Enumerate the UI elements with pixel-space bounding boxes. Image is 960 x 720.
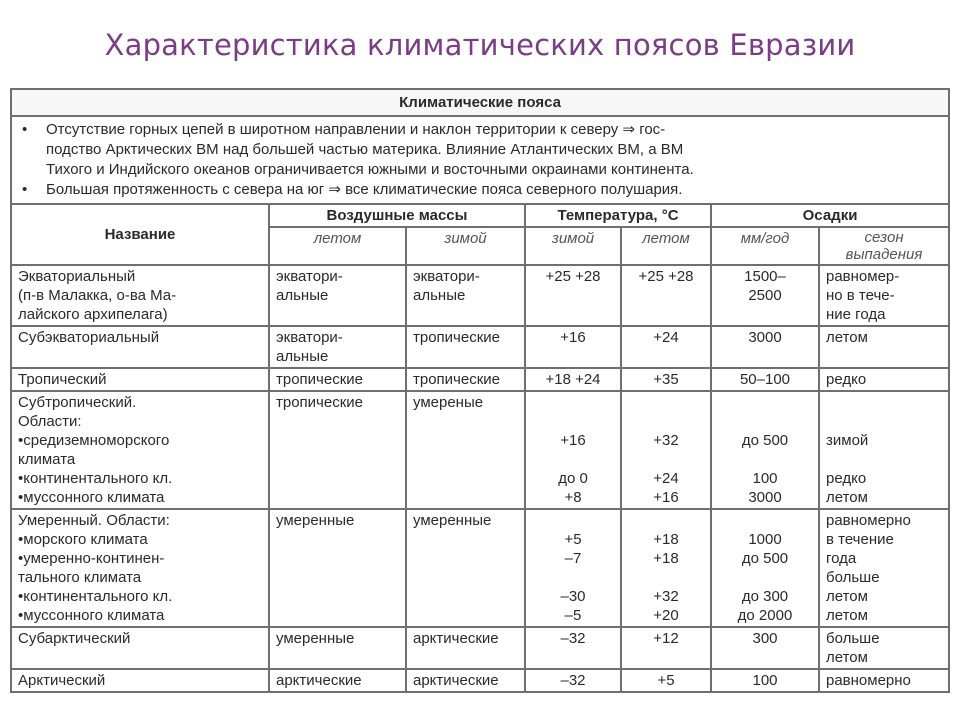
bullet-icon: •	[22, 121, 28, 138]
cell-line: Области:	[18, 413, 82, 430]
cell-line: +20	[653, 607, 679, 624]
cell-name	[11, 627, 269, 669]
cell-line: летом	[826, 489, 868, 506]
cell-name	[11, 669, 269, 692]
cell-line: экватори-	[276, 268, 343, 285]
cell-precip-season	[819, 391, 949, 509]
cell-line: Экваториальный	[18, 268, 136, 285]
cell-line: редко	[826, 470, 867, 487]
blank-line	[826, 393, 942, 412]
table-row	[11, 265, 949, 326]
cell-precip-season	[819, 265, 949, 326]
cell-line: +5	[657, 672, 675, 689]
cell-line: равномер-	[826, 268, 900, 285]
cell-air-summer	[269, 627, 406, 669]
cell-line: умереные	[413, 394, 484, 411]
cell-air-winter	[406, 391, 525, 509]
cell-line: +16	[653, 489, 679, 506]
cell-line: летом	[826, 607, 868, 624]
cell-line: альные	[413, 287, 466, 304]
bullet-item	[18, 587, 262, 606]
bullet-text: морского климата	[23, 531, 148, 548]
cell-line: +18	[653, 550, 679, 567]
bullet-icon: •	[18, 607, 24, 624]
cell-temp-summer	[621, 326, 711, 368]
cell-line: +35	[653, 371, 679, 388]
cell-precip-amount	[711, 669, 819, 692]
cell-line: +24	[653, 329, 679, 346]
cell-line: тропические	[276, 394, 363, 411]
cell-line: но в тече-	[826, 287, 895, 304]
header-precip-amount: мм/год	[711, 227, 819, 265]
blank-line	[718, 393, 812, 412]
cell-air-winter	[406, 326, 525, 368]
bullet-icon: •	[18, 432, 24, 449]
cell-temp-winter	[525, 627, 621, 669]
cell-line: +25 +28	[545, 268, 601, 285]
cell-line: арктические	[413, 630, 499, 647]
cell-line: +8	[564, 489, 582, 506]
cell-line: больше	[826, 569, 880, 586]
cell-line: Арктический	[18, 672, 106, 689]
cell-line: 1500–	[744, 268, 786, 285]
cell-line: в течение	[826, 531, 894, 548]
cell-name	[11, 391, 269, 509]
bullet-icon	[22, 160, 46, 180]
table-row	[11, 627, 949, 669]
blank-line	[532, 393, 614, 412]
cell-line: до 300	[741, 588, 789, 605]
cell-line: +16	[560, 329, 586, 346]
note-line	[22, 160, 938, 180]
note-text: Отсутствие горных цепей в широтном направлении и наклон территории к северу ⇒ гос-	[46, 121, 666, 138]
cell-temp-summer	[621, 265, 711, 326]
cell-line: до 500	[741, 432, 789, 449]
cell-air-winter	[406, 265, 525, 326]
cell-temp-winter	[525, 509, 621, 627]
cell-line: равномерно	[826, 512, 911, 529]
cell-temp-summer	[621, 669, 711, 692]
cell-line: +32	[653, 588, 679, 605]
cell-temp-summer	[621, 368, 711, 391]
cell-line: умеренные	[413, 512, 492, 529]
header-temp-winter: зимой	[525, 227, 621, 265]
blank-line	[628, 412, 704, 431]
cell-line: 50–100	[739, 371, 791, 388]
cell-line: –30	[560, 588, 586, 605]
cell-air-summer	[269, 391, 406, 509]
cell-air-winter	[406, 509, 525, 627]
cell-precip-season	[819, 368, 949, 391]
header-season-line: выпадения	[845, 246, 923, 263]
bullet-icon	[22, 140, 46, 160]
cell-line: –7	[564, 550, 582, 567]
bullet-text: муссонного климата	[23, 607, 165, 624]
blank-line	[826, 412, 942, 431]
blank-line	[718, 450, 812, 469]
cell-line: тального климата	[18, 569, 142, 586]
cell-line: +18	[653, 531, 679, 548]
cell-line: до 2000	[737, 607, 793, 624]
cell-line: тропические	[413, 371, 500, 388]
note-text: Большая протяженность с севера на юг ⇒ все климатические пояса северного полушария.	[46, 181, 683, 198]
cell-air-summer	[269, 509, 406, 627]
cell-line: +16	[560, 432, 586, 449]
cell-air-summer	[269, 669, 406, 692]
cell-line: зимой	[826, 432, 869, 449]
cell-precip-amount	[711, 627, 819, 669]
blank-line	[628, 511, 704, 530]
bullet-item	[18, 530, 262, 549]
header-air-summer: летом	[269, 227, 406, 265]
table-caption: Климатические пояса	[11, 89, 949, 116]
cell-line: (п-в Малакка, о-ва Ма-	[18, 287, 177, 304]
cell-line: равномерно	[826, 672, 911, 689]
bullet-icon: •	[22, 181, 28, 198]
bullet-text: умеренно-континен-	[23, 550, 165, 567]
cell-line: 1000	[748, 531, 782, 548]
cell-line: альные	[276, 287, 329, 304]
cell-line: умеренные	[276, 512, 355, 529]
cell-precip-amount	[711, 509, 819, 627]
blank-line	[532, 511, 614, 530]
header-air-winter: зимой	[406, 227, 525, 265]
blank-line	[532, 450, 614, 469]
cell-line: 3000	[748, 489, 782, 506]
cell-line: редко	[826, 371, 867, 388]
cell-line: Субарктический	[18, 630, 131, 647]
table-row	[11, 669, 949, 692]
cell-temp-winter	[525, 265, 621, 326]
note-text: подство Арктических ВМ над большей частью материка. Влияние Атлантических ВМ, а ВМ	[46, 141, 684, 158]
bullet-item	[18, 431, 262, 450]
cell-line: альные	[276, 348, 329, 365]
header-precipitation: Осадки	[711, 204, 949, 227]
page-title: Характеристика климатических поясов Евразии	[104, 28, 856, 62]
cell-temp-summer	[621, 509, 711, 627]
cell-name	[11, 326, 269, 368]
cell-line: до 0	[558, 470, 588, 487]
cell-name	[11, 265, 269, 326]
cell-line: года	[826, 550, 857, 567]
cell-line: 300	[752, 630, 778, 647]
table-row	[11, 368, 949, 391]
table-row	[11, 391, 949, 509]
cell-line: климата	[18, 451, 76, 468]
bullet-icon: •	[18, 489, 24, 506]
header-air-masses: Воздушные массы	[269, 204, 525, 227]
table-row	[11, 509, 949, 627]
cell-line: +5	[564, 531, 582, 548]
header-name: Название	[11, 204, 269, 265]
cell-air-summer	[269, 326, 406, 368]
cell-line: +24	[653, 470, 679, 487]
cell-precip-amount	[711, 265, 819, 326]
cell-line: больше	[826, 630, 880, 647]
blank-line	[628, 450, 704, 469]
cell-line: –32	[560, 672, 586, 689]
bullet-icon: •	[18, 550, 24, 567]
cell-precip-season	[819, 326, 949, 368]
cell-precip-amount	[711, 391, 819, 509]
cell-air-winter	[406, 627, 525, 669]
cell-line: арктические	[413, 672, 499, 689]
cell-temp-winter	[525, 326, 621, 368]
cell-line: летом	[826, 649, 868, 666]
cell-line: Субтропический.	[18, 394, 137, 411]
cell-line: Тропический	[18, 371, 107, 388]
cell-temp-winter	[525, 669, 621, 692]
cell-air-summer	[269, 265, 406, 326]
cell-precip-season	[819, 509, 949, 627]
blank-line	[628, 393, 704, 412]
blank-line	[826, 450, 942, 469]
header-temperature: Температура, °С	[525, 204, 711, 227]
bullet-item	[18, 469, 262, 488]
bullet-item	[18, 549, 262, 568]
cell-line: летом	[826, 329, 868, 346]
cell-line: экватори-	[413, 268, 480, 285]
blank-line	[718, 511, 812, 530]
note-text: Тихого и Индийского океанов ограничивается южными и восточными окраинами континента.	[46, 161, 694, 178]
cell-precip-season	[819, 627, 949, 669]
cell-line: летом	[826, 588, 868, 605]
bullet-item	[18, 606, 262, 625]
note-line	[22, 180, 938, 200]
cell-line: тропические	[413, 329, 500, 346]
cell-precip-season	[819, 669, 949, 692]
cell-line: экватори-	[276, 329, 343, 346]
cell-precip-amount	[711, 326, 819, 368]
bullet-text: муссонного климата	[23, 489, 165, 506]
cell-air-winter	[406, 368, 525, 391]
cell-temp-winter	[525, 368, 621, 391]
cell-line: Субэкваториальный	[18, 329, 160, 346]
note-line	[22, 140, 938, 160]
bullet-text: континентального кл.	[23, 470, 173, 487]
table-row	[11, 326, 949, 368]
cell-line: 100	[752, 470, 778, 487]
header-season-line: сезон	[864, 229, 904, 246]
cell-line: Умеренный. Области:	[18, 512, 170, 529]
cell-line: 100	[752, 672, 778, 689]
cell-line: +25 +28	[638, 268, 694, 285]
table-notes	[11, 116, 949, 204]
cell-line: –32	[560, 630, 586, 647]
cell-name	[11, 368, 269, 391]
cell-temp-summer	[621, 391, 711, 509]
bullet-icon: •	[18, 531, 24, 548]
cell-precip-amount	[711, 368, 819, 391]
bullet-icon: •	[18, 588, 24, 605]
cell-line: до 500	[741, 550, 789, 567]
cell-line: 2500	[748, 287, 782, 304]
bullet-text: континентального кл.	[23, 588, 173, 605]
bullet-icon: •	[18, 470, 24, 487]
cell-line: ние года	[826, 306, 886, 323]
blank-line	[628, 568, 704, 587]
cell-line: тропические	[276, 371, 363, 388]
header-temp-summer: летом	[621, 227, 711, 265]
cell-line: +18 +24	[545, 371, 601, 388]
bullet-item	[18, 488, 262, 507]
cell-temp-summer	[621, 627, 711, 669]
bullet-text: средиземноморского	[23, 432, 170, 449]
climate-table	[10, 88, 950, 693]
note-line	[22, 120, 938, 140]
blank-line	[532, 412, 614, 431]
cell-line: +32	[653, 432, 679, 449]
cell-name	[11, 509, 269, 627]
cell-line: +12	[653, 630, 679, 647]
cell-air-winter	[406, 669, 525, 692]
blank-line	[718, 412, 812, 431]
cell-line: –5	[564, 607, 582, 624]
cell-air-summer	[269, 368, 406, 391]
cell-line: умеренные	[276, 630, 355, 647]
blank-line	[532, 568, 614, 587]
cell-line: арктические	[276, 672, 362, 689]
cell-line: 3000	[748, 329, 782, 346]
cell-temp-winter	[525, 391, 621, 509]
cell-line: лайского архипелага)	[18, 306, 168, 323]
blank-line	[718, 568, 812, 587]
header-precip-season	[819, 227, 949, 265]
